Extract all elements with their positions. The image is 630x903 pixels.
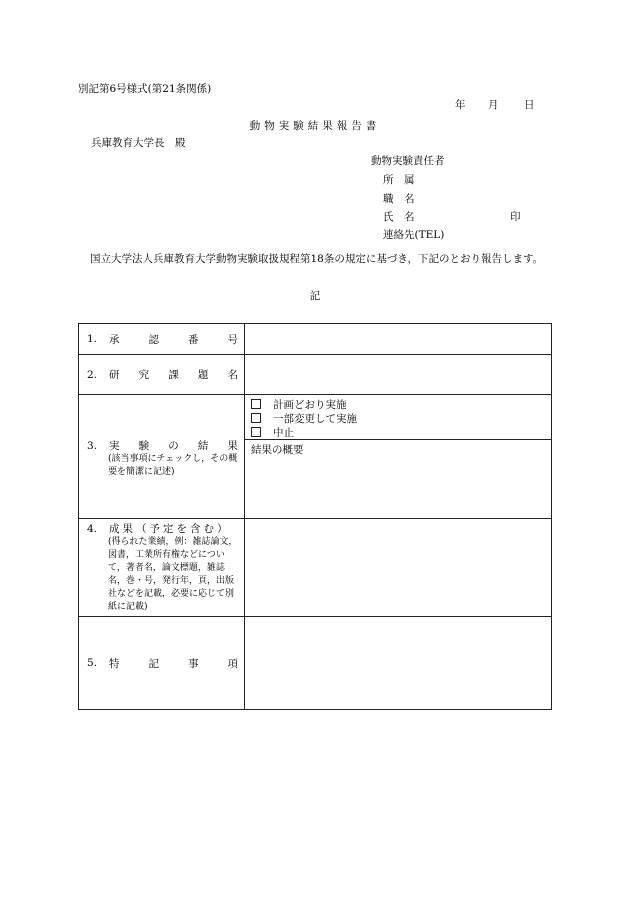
result-summary-label: 結果の概要 [251, 444, 304, 456]
option-label: 中止 [273, 426, 294, 439]
row-note: (得られた業績，例：雑誌論文，図書，工業所有権などについて，著者名，論文標題，雑誌名，巻・号，発行年，頁，出版社などを記載，必要に応じて別紙に記載) [108, 537, 238, 612]
affiliation-label: 所 属 [383, 174, 415, 186]
achievements-field[interactable] [245, 519, 552, 617]
report-form-table [78, 323, 552, 710]
option-label: 計画どおり実施 [273, 398, 347, 411]
row-label-cell [79, 617, 245, 710]
addressee: 兵庫教育大学長 殿 [91, 137, 186, 149]
research-title-field[interactable] [245, 355, 552, 395]
option-cancelled[interactable] [245, 425, 551, 439]
table-row [79, 617, 552, 710]
date-day-label: 日 [524, 99, 535, 111]
report-statement: 国立大学法人兵庫教育大学動物実験取扱規程第18条の規定に基づき，下記のとおり報告します。 [90, 253, 544, 265]
position-label: 職 名 [383, 193, 415, 205]
checkbox-icon[interactable] [251, 427, 261, 437]
date-year-label: 年 [455, 99, 466, 111]
row-label-cell [79, 519, 245, 617]
row-note: (該当事項にチェックし，その概要を簡潔に記述) [108, 454, 238, 477]
approval-number-field[interactable] [245, 324, 552, 355]
name-label: 氏 名 [383, 211, 415, 223]
row-number: 4. [87, 522, 98, 535]
row-number: 2. [87, 368, 98, 381]
special-notes-field[interactable] [245, 617, 552, 710]
date-month-label: 月 [488, 99, 499, 111]
checkbox-icon[interactable] [251, 413, 261, 423]
row-label: 特 記 事 項 [109, 657, 238, 670]
checkbox-icon[interactable] [251, 399, 261, 409]
table-row [79, 324, 552, 355]
experiment-result-cell [245, 395, 552, 519]
contact-label: 連絡先(TEL) [383, 229, 445, 241]
option-partial-change[interactable] [245, 411, 551, 425]
row-number: 5. [87, 657, 98, 669]
row-number: 1. [87, 333, 98, 345]
row-label-cell [79, 355, 245, 395]
table-row [79, 395, 552, 519]
row-number: 3. [87, 439, 98, 452]
row-label: 研 究 課 題 名 [109, 369, 238, 381]
option-planned[interactable] [245, 397, 551, 411]
row-label-cell [79, 395, 245, 519]
option-label: 一部変更して実施 [273, 412, 357, 425]
row-label: 承 認 番 号 [109, 333, 238, 346]
table-row [79, 519, 552, 617]
result-summary-field[interactable] [245, 439, 551, 517]
row-label: 実 験 の 結 果 [109, 440, 238, 452]
form-reference: 別記第6号様式(第21条関係) [78, 83, 212, 95]
table-row [79, 355, 552, 395]
ki-heading: 記 [309, 290, 321, 302]
row-label: 成果（予定を含む） [109, 523, 231, 535]
responsible-person-heading: 動物実験責任者 [371, 155, 445, 167]
row-label-cell [79, 324, 245, 355]
seal-label: 印 [510, 211, 521, 223]
page-title: 動物実験結果報告書 [249, 120, 381, 132]
